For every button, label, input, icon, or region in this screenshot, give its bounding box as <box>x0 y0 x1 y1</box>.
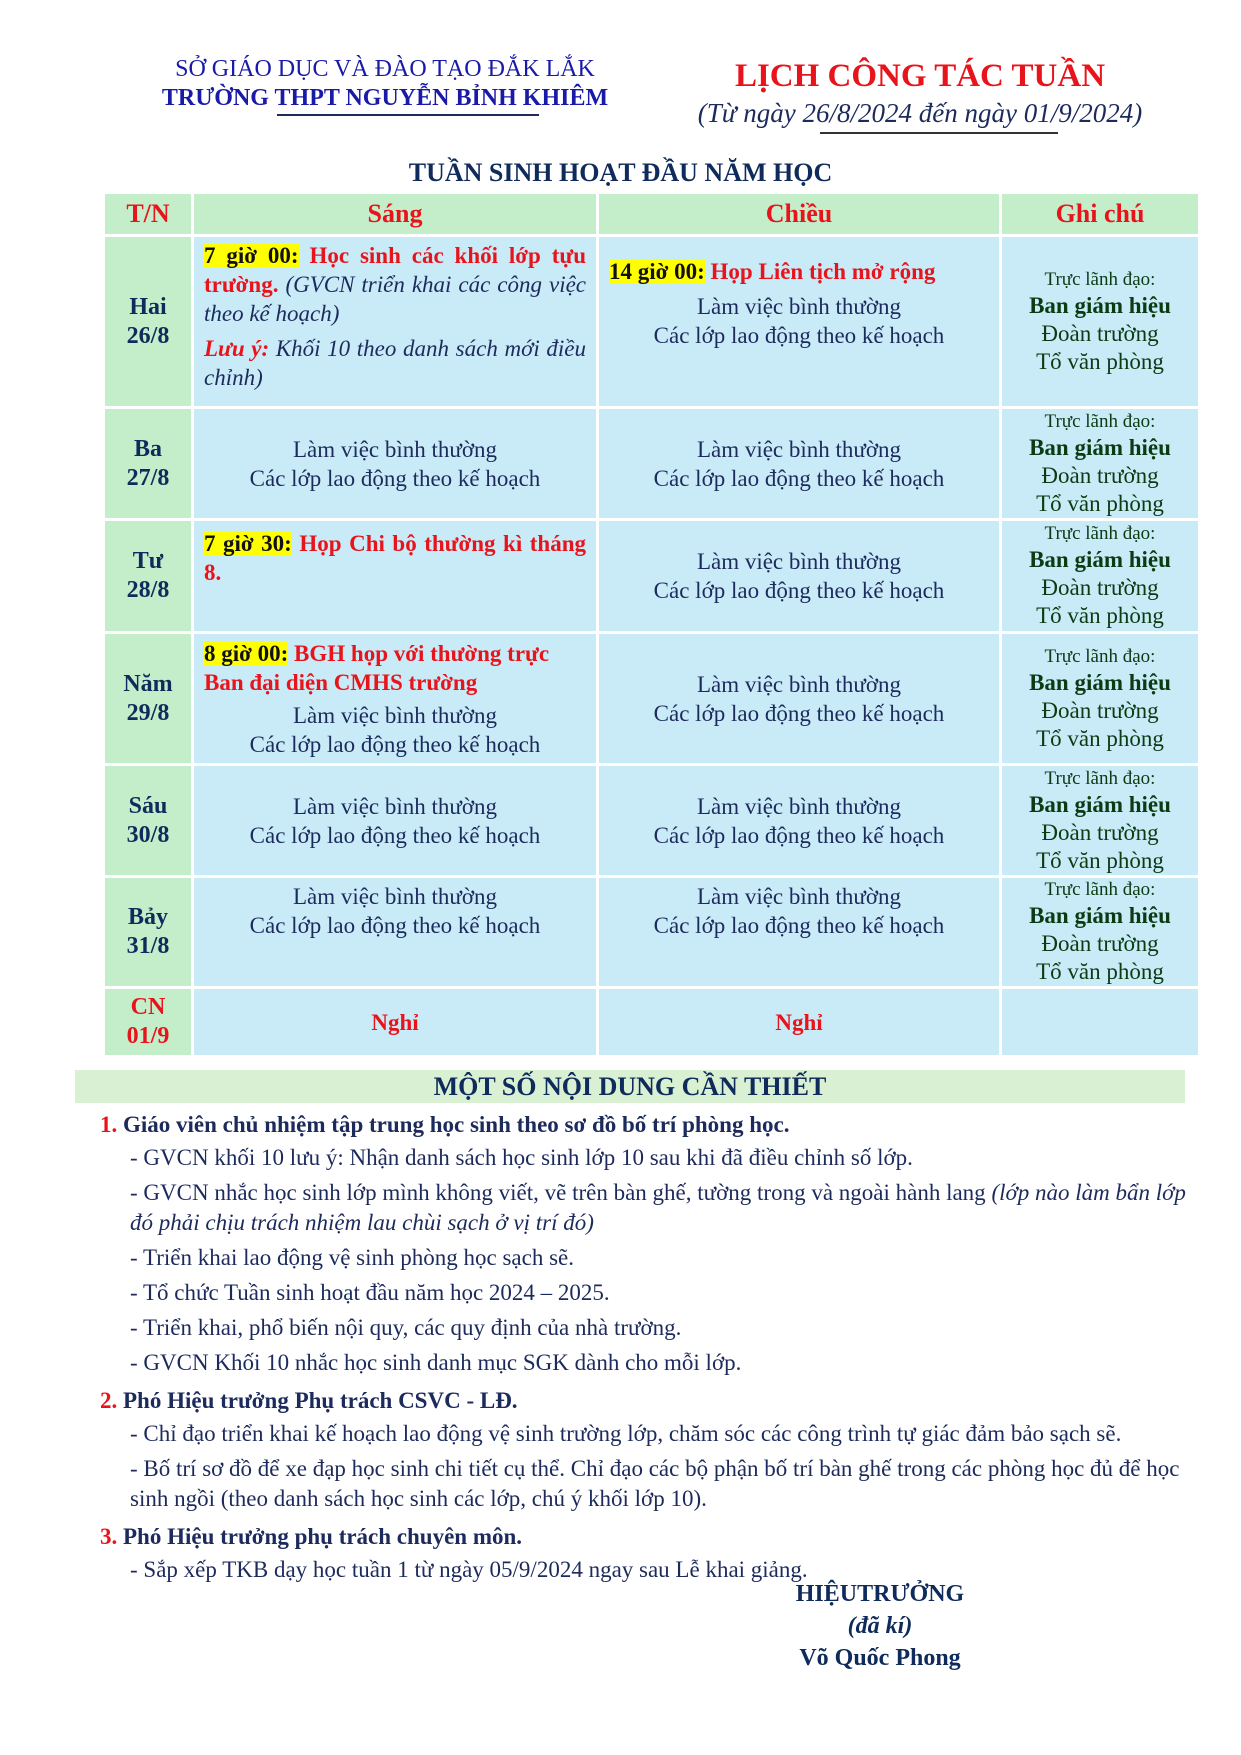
activity-text: Các lớp lao động theo kế hoạch <box>653 465 945 491</box>
afternoon-cell <box>599 521 999 631</box>
day-date: 31/8 <box>126 933 170 959</box>
time-highlight: 7 giờ 30: <box>204 531 292 556</box>
day-cell <box>105 409 191 518</box>
duty-doan: Đoàn trường <box>1041 819 1159 845</box>
day-date: 26/8 <box>126 322 170 349</box>
day-cell <box>105 521 191 631</box>
day-name: Tư <box>132 548 164 574</box>
day-date: 01/9 <box>126 1023 170 1049</box>
table-row <box>105 409 1198 518</box>
list-item: - Bố trí sơ đồ để xe đạp học sinh chi tiết cụ thể. Chỉ đạo các bộ phận bố trí bàn ghế trong các phòng học đủ để học sinh ngồi (theo danh sách học sinh các lớp, chú ý khối lớp 10). <box>130 1456 1180 1511</box>
day-date: 27/8 <box>126 464 170 491</box>
activity-text: Làm việc bình thường <box>696 793 902 819</box>
note-number: 2. <box>100 1388 118 1413</box>
duty-tvp: Tổ văn phòng <box>1036 847 1164 873</box>
col-header-day: T/N <box>105 194 191 234</box>
day-name: CN <box>130 994 166 1020</box>
notes-list <box>100 1107 1190 1590</box>
divider <box>820 132 1058 134</box>
day-name: Hai <box>129 293 167 320</box>
schedule-table <box>102 191 1201 1058</box>
activity-text: Làm việc bình thường <box>292 793 498 819</box>
duty-label: Trực lãnh đạo: <box>1044 410 1156 432</box>
col-header-morning: Sáng <box>194 194 596 234</box>
duty-tvp: Tổ văn phòng <box>1036 725 1164 751</box>
note-number: 3. <box>100 1524 118 1549</box>
afternoon-cell <box>599 878 999 986</box>
day-date: 28/8 <box>126 577 170 603</box>
note-heading-text: Phó Hiệu trưởng phụ trách chuyên môn. <box>123 1524 523 1549</box>
activity-text: Các lớp lao động theo kế hoạch <box>653 822 945 848</box>
list-item: - Triển khai, phổ biến nội quy, các quy định của nhà trường. <box>130 1315 682 1340</box>
duty-bgh: Ban giám hiệu <box>1029 434 1171 460</box>
day-name: Ba <box>133 435 162 462</box>
notes-cell <box>1002 634 1198 763</box>
activity-text: Làm việc bình thường <box>696 294 902 319</box>
date-range: (Từ ngày 26/8/2024 đến ngày 01/9/2024) <box>697 98 1143 128</box>
notes-cell <box>1002 409 1198 518</box>
col-header-afternoon: Chiều <box>599 194 999 234</box>
week-subtitle: TUẦN SINH HOẠT ĐẦU NĂM HỌC <box>408 158 833 187</box>
time-highlight: 7 giờ 00: <box>204 243 299 268</box>
duty-doan: Đoàn trường <box>1041 462 1159 488</box>
duty-label: Trực lãnh đạo: <box>1044 767 1156 789</box>
duty-doan: Đoàn trường <box>1041 697 1159 723</box>
morning-cell <box>194 521 596 631</box>
duty-tvp: Tổ văn phòng <box>1036 348 1164 374</box>
notes-cell <box>1002 237 1198 406</box>
activity-text: Làm việc bình thường <box>696 549 902 574</box>
school-name: TRƯỜNG THPT NGUYỄN BỈNH KHIÊM <box>161 85 609 111</box>
day-cell <box>105 878 191 986</box>
list-item: - GVCN khối 10 lưu ý: Nhận danh sách học sinh lớp 10 sau khi đã điều chỉnh số lớp. <box>130 1145 913 1170</box>
morning-cell <box>194 878 596 986</box>
duty-tvp: Tổ văn phòng <box>1036 959 1164 984</box>
note-heading <box>100 1107 1190 1143</box>
issuing-authority <box>140 55 630 113</box>
morning-cell <box>194 409 596 518</box>
table-header-row <box>105 194 1198 234</box>
note-heading-text: Phó Hiệu trưởng Phụ trách CSVC - LĐ. <box>123 1388 518 1413</box>
activity-text: Các lớp lao động theo kế hoạch <box>653 700 945 726</box>
notes-cell <box>1002 521 1198 631</box>
activity-text: Làm việc bình thường <box>696 436 902 462</box>
list-item: - Triển khai lao động vệ sinh phòng học sạch sẽ. <box>130 1245 574 1270</box>
event-text: Họp Liên tịch mở rộng <box>710 259 936 284</box>
day-name: Năm <box>123 670 173 697</box>
activity-text: Làm việc bình thường <box>292 702 498 728</box>
notes-cell <box>1002 989 1198 1055</box>
morning-cell <box>194 634 596 763</box>
activity-text: Các lớp lao động theo kế hoạch <box>249 465 541 491</box>
attention-label: Lưu ý: <box>204 336 270 361</box>
duty-bgh: Ban giám hiệu <box>1029 903 1171 928</box>
department-name: SỞ GIÁO DỤC VÀ ĐÀO TẠO ĐẮK LẮK <box>175 56 595 82</box>
duty-tvp: Tổ văn phòng <box>1036 603 1164 628</box>
divider <box>277 114 539 116</box>
duty-doan: Đoàn trường <box>1041 320 1159 346</box>
list-item: - Tổ chức Tuần sinh hoạt đầu năm học 2024 – 2025. <box>130 1280 610 1305</box>
activity-text: Các lớp lao động theo kế hoạch <box>653 578 945 603</box>
activity-text: Làm việc bình thường <box>292 884 498 909</box>
duty-tvp: Tổ văn phòng <box>1036 490 1164 516</box>
duty-bgh: Ban giám hiệu <box>1029 791 1171 817</box>
duty-label: Trực lãnh đạo: <box>1044 523 1156 544</box>
duty-doan: Đoàn trường <box>1041 931 1159 956</box>
time-highlight: 14 giờ 00: <box>609 259 705 284</box>
activity-text: Làm việc bình thường <box>696 671 902 697</box>
time-highlight: 8 giờ 00: <box>204 640 289 666</box>
duty-label: Trực lãnh đạo: <box>1044 645 1156 667</box>
day-cell <box>105 989 191 1055</box>
table-row <box>105 634 1198 763</box>
note-heading <box>100 1383 1190 1419</box>
duty-bgh: Ban giám hiệu <box>1029 547 1171 572</box>
item-note: (lớp nào làm bẩn lớp đó phải chịu trách nhiệm lau chùi sạch ở vị trí đó) <box>130 1180 1186 1235</box>
signature-block <box>730 1578 1030 1674</box>
duty-bgh: Ban giám hiệu <box>1029 669 1171 695</box>
day-cell <box>105 766 191 875</box>
duty-label: Trực lãnh đạo: <box>1044 268 1156 290</box>
day-cell <box>105 237 191 406</box>
activity-text: Các lớp lao động theo kế hoạch <box>653 323 945 348</box>
duty-label: Trực lãnh đạo: <box>1044 879 1156 900</box>
signer-role: HIỆUTRƯỞNG <box>795 1581 965 1607</box>
signature-status: (đã kí) <box>847 1613 913 1639</box>
duty-doan: Đoàn trường <box>1041 575 1159 600</box>
list-item: - Chỉ đạo triển khai kế hoạch lao động vệ sinh trường lớp, chăm sóc các công trình tự giác đảm bảo sạch sẽ. <box>130 1421 1122 1446</box>
activity-text: Các lớp lao động theo kế hoạch <box>249 731 541 757</box>
table-row <box>105 878 1198 986</box>
event-text: Họp Chi bộ thường kì tháng 8. <box>204 531 586 585</box>
item-text: - GVCN nhắc học sinh lớp mình không viết, vẽ trên bàn ghế, tường trong và ngoài hành lang <box>130 1180 986 1205</box>
note-heading-text: Giáo viên chủ nhiệm tập trung học sinh theo sơ đồ bố trí phòng học. <box>123 1112 790 1137</box>
event-text: BGH họp với thường trực Ban đại diện CMHS trường <box>204 640 550 695</box>
afternoon-cell <box>599 237 999 406</box>
event-text: Học sinh các khối lớp tựu trường. <box>204 243 586 297</box>
table-row <box>105 237 1198 406</box>
day-cell <box>105 634 191 763</box>
notes-cell <box>1002 878 1198 986</box>
day-name: Bảy <box>127 904 168 930</box>
morning-cell: Nghỉ <box>194 989 596 1055</box>
col-header-notes: Ghi chú <box>1002 194 1198 234</box>
activity-text: Làm việc bình thường <box>292 436 498 462</box>
attention-text: Khối 10 theo danh sách mới điều chỉnh) <box>204 336 586 390</box>
activity-text: Các lớp lao động theo kế hoạch <box>653 913 945 938</box>
document-heading <box>670 56 1170 130</box>
afternoon-cell <box>599 766 999 875</box>
activity-text: Làm việc bình thường <box>696 884 902 909</box>
activity-text: Các lớp lao động theo kế hoạch <box>249 913 541 938</box>
list-item: - GVCN Khối 10 nhắc học sinh danh mục SGK dành cho mỗi lớp. <box>130 1350 742 1375</box>
note-heading <box>100 1519 1190 1555</box>
table-row <box>105 989 1198 1055</box>
day-date: 30/8 <box>126 821 170 848</box>
event-note: (GVCN triển khai các công việc theo kế hoạch) <box>204 272 586 326</box>
note-number: 1. <box>100 1112 118 1137</box>
afternoon-cell <box>599 634 999 763</box>
notes-cell <box>1002 766 1198 875</box>
list-item <box>100 1178 1190 1238</box>
section-title: MỘT SỐ NỘI DUNG CẦN THIẾT <box>75 1070 1185 1103</box>
document-title: LỊCH CÔNG TÁC TUẦN <box>734 58 1106 94</box>
duty-bgh: Ban giám hiệu <box>1029 292 1171 318</box>
list-item: - Sắp xếp TKB dạy học tuần 1 từ ngày 05/9/2024 ngay sau Lễ khai giảng. <box>130 1557 808 1582</box>
day-date: 29/8 <box>126 699 170 726</box>
morning-cell <box>194 237 596 406</box>
morning-cell <box>194 766 596 875</box>
afternoon-cell: Nghỉ <box>599 989 999 1055</box>
day-name: Sáu <box>128 792 168 819</box>
afternoon-cell <box>599 409 999 518</box>
table-row <box>105 521 1198 631</box>
activity-text: Các lớp lao động theo kế hoạch <box>249 822 541 848</box>
table-row <box>105 766 1198 875</box>
signer-name: Võ Quốc Phong <box>799 1645 961 1671</box>
